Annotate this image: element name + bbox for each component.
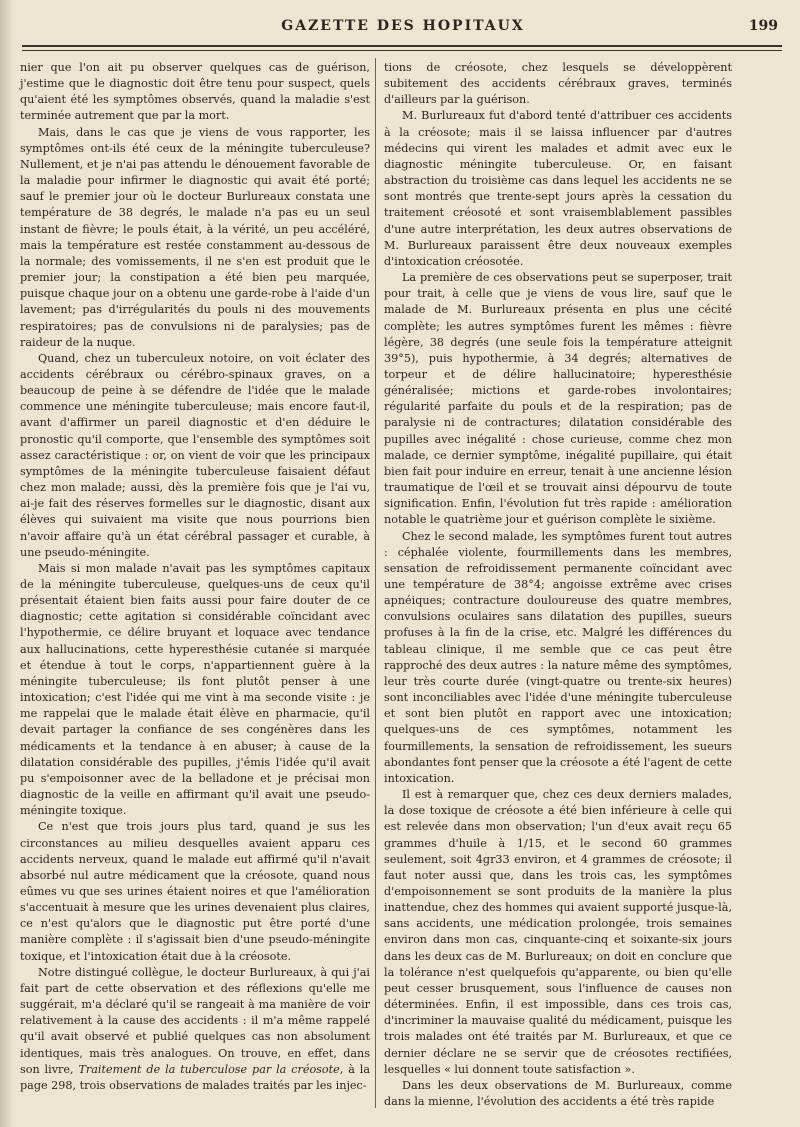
left-column <box>20 60 370 1094</box>
paragraph: Mais si mon malade n'avait pas les symptômes capitaux de la méningite tuberculeuse, quelques-uns de ceux qu'il présentait étaient bien faits aussi pour faire douter de ce diagnostic; cette agitation si considérable coïncidant avec l'hypothermie, ce délire bruyant et loquace avec tendance aux hallucinations, cette hyperesthésie cutanée si marquée et étendue à tout le corps, n'appartiennent guère à la méningite tuberculeuse; ils font plutôt penser à une intoxication; c'est l'idée qui me vint à ma seconde visite : je me rappelai que le malade était élève en pharmacie, qu'il devait partager la confiance de ses congénères dans les médicaments et la tendance à en abuser; à cause de la dilatation considérable des pupilles, j'émis l'idée qu'il avait pu s'empoisonner avec de la belladone et je précisai mon diagnostic de la veille en affirmant qu'il avait une pseudo-méningite toxique. <box>20 561 370 818</box>
paragraph: La première de ces observations peut se superposer, trait pour trait, à celle que je viens de vous lire, sauf que le malade de M. Burlureaux présenta en plus une cécité complète; les autres symptômes furent les mêmes : fièvre légère, 38 degrés (une seule fois la température atteignit 39°5), puis hypothermie, à 34 degrés; alternatives de torpeur et de délire hallucinatoire; hyperesthésie généralisée; mictions et garde-robes involontaires; régularité parfaite du pouls et de la respiration; pas de paralysie ni de contractures; dilatation considérable des pupilles avec inégalité : chose curieuse, comme chez mon malade, ce dernier symptôme, inégalité pupillaire, qui était bien fait pour induire en erreur, tenait à une ancienne lésion traumatique de l'œil et se trouvait ainsi dépourvu de toute signification. Enfin, l'évolution fut très rapide : amélioration notable le quatrième jour et guérison complète le sixième. <box>384 271 732 527</box>
paragraph: tions de créosote, chez lesquels se développèrent subitement des accidents cérébraux graves, terminés d'ailleurs par la guérison. <box>384 61 732 107</box>
paragraph: Quand, chez un tuberculeux notoire, on voit éclater des accidents cérébraux ou cérébro-spinaux graves, on a beaucoup de peine à se défendre de l'idée que le malade commence une méningite tuberculeuse; mais encore faut-il, avant d'affirmer un pareil diagnostic et d'en déduire le pronostic qu'il comporte, que l'ensemble des symptômes soit assez caractéristique : or, on vient de voir que les principaux symptômes de la méningite tuberculeuse faisaient défaut chez mon malade; aussi, dès la première fois que je l'ai vu, ai-je fait des réserves formelles sur le diagnostic, disant aux élèves qui suivaient ma visite que nous pourrions bien n'avoir affaire qu'à un état cérébral passager et curable, à une pseudo-méningite. <box>20 351 370 559</box>
paragraph-tail: , à la page 298, trois observations de malades traités par les injec- <box>20 1062 370 1092</box>
paragraph: M. Burlureaux fut d'abord tenté d'attribuer ces accidents à la créosote; mais il se laissa influencer par d'autres médecins qui virent les malades et admit avec eux le diagnostic méningite tuberculeuse. Or, en faisant abstraction du troisième cas dans lequel les accidents ne se sont montrés que trente-sept jours après la cessation du traitement créosoté et sont vraisemblablement passibles d'une autre interprétation, les deux autres observations de M. Burlureaux paraissent être deux nouveaux exemples d'intoxication créosotée. <box>384 109 732 268</box>
paragraph-text: Notre distingué collègue, le docteur Burlureaux, à qui j'ai fait part de cette observation et des réflexions qu'elle me suggérait, m'a déclaré qu'il se rangeait à ma manière de voir relativement à la cause des accidents : il m'a même rappelé qu'il avait observé et publié quelques cas non absolument identiques, mais très analogues. On trouve, en effet, dans son livre, <box>20 965 370 1076</box>
paragraph: Il est à remarquer que, chez ces deux derniers malades, la dose toxique de créosote a été bien inférieure à celle qui est relevée dans mon observation; l'un d'eux avait reçu 65 grammes d'huile à 1/15, et le second 60 grammes seulement, soit 4gr33 environ, et 4 grammes de créosote; il faut noter aussi que, dans les trois cas, les symptômes d'empoisonnement se sont produits de la manière la plus inattendue, chez des hommes qui avaient supporté jusque-là, sans accidents, une médication prolongée, trois semaines environ dans mon cas, cinquante-cinq et soixante-six jours dans les deux cas de M. Burlureaux; on doit en conclure que la tolérance n'est quelquefois qu'apparente, ou bien qu'elle peut cesser brusquement, sous l'influence de causes non déterminées. Enfin, il est impossible, dans ces trois cas, d'incriminer la mauvaise qualité du médicament, puisque les trois malades ont été traités par M. Burlureaux, et que ce dernier déclare ne se servir que de créosotes rectifiées, lesquelles « lui donnent toute satisfaction ». <box>384 788 732 1076</box>
right-column <box>384 60 732 1110</box>
book-title: Traitement de la tuberculose par la créosote <box>78 1062 340 1076</box>
column-divider <box>375 58 376 1108</box>
header-rule-thick <box>22 45 782 47</box>
page-gutter-shadow <box>0 0 14 1127</box>
paragraph: Ce n'est que trois jours plus tard, quand je sus les circonstances au milieu desquelles avaient apparu ces accidents nerveux, quand le malade eut affirmé qu'il n'avait absorbé nul autre médicament que la créosote, quand nous eûmes vu que ses urines étaient noires et que l'amélioration s'accentuait à mesure que les urines devenaient plus claires, ce n'est qu'alors que le diagnostic put être porté d'une manière complète : il s'agissait bien d'une pseudo-méningite toxique, et l'intoxication était due à la créosote. <box>20 820 370 963</box>
paragraph: nier que l'on ait pu observer quelques cas de guérison, j'estime que le diagnostic doit être tenu pour suspect, quels qu'aient été les symptômes observés, quand la maladie s'est terminée autrement que par la mort. <box>20 61 370 123</box>
paragraph-with-citation <box>20 965 370 1094</box>
paragraph: Dans les deux observations de M. Burlureaux, comme dans la mienne, l'évolution des accidents a été très rapide <box>384 1078 732 1108</box>
paragraph: Chez le second malade, les symptômes furent tout autres : céphalée violente, fourmillements dans les membres, sensation de refroidissement permanente coïncidant avec une température de 38°4; angoisse extrême avec crises apnéiques; contracture douloureuse des quatre membres, convulsions oculaires sans dilatation des pupilles, sueurs profuses à la fin de la crise, etc. Malgré les différences du tableau clinique, il me semble que ce cas peut être rapproché des deux autres : la nature même des symptômes, leur très courte durée (vingt-quatre ou trente-six heures) sont inconciliables avec l'idée d'une méningite tuberculeuse et sont bien plutôt en rapport avec une intoxication; quelques-uns de ces symptômes, notamment les fourmillements, la sensation de refroidissement, les sueurs abondantes font penser que la créosote a été l'agent de cette intoxication. <box>384 529 732 785</box>
header-rule-thin <box>22 50 782 51</box>
page-number: 199 <box>748 18 778 34</box>
page-header <box>20 18 786 40</box>
journal-title: GAZETTE DES HOPITAUX <box>281 18 525 34</box>
paragraph: Mais, dans le cas que je viens de vous rapporter, les symptômes ont-ils été ceux de la méningite tuberculeuse? Nullement, et je n'ai pas attendu le dénouement favorable de la maladie pour infirmer le diagnostic qui avait été porté; sauf le premier jour où le docteur Burlureaux constata une température de 38 degrés, le malade n'a pas eu un seul instant de fièvre; le pouls était, à la vérité, un peu accéléré, mais la température est restée constamment au-dessous de la normale; des vomissements, il ne s'en est produit que le premier jour; la constipation a été bien peu marquée, puisque chaque jour on a obtenu une garde-robe à l'aide d'un lavement; pas d'irrégularités du pouls ni des mouvements respiratoires; pas de convulsions ni de paralysies; pas de raideur de la nuque. <box>20 125 370 349</box>
